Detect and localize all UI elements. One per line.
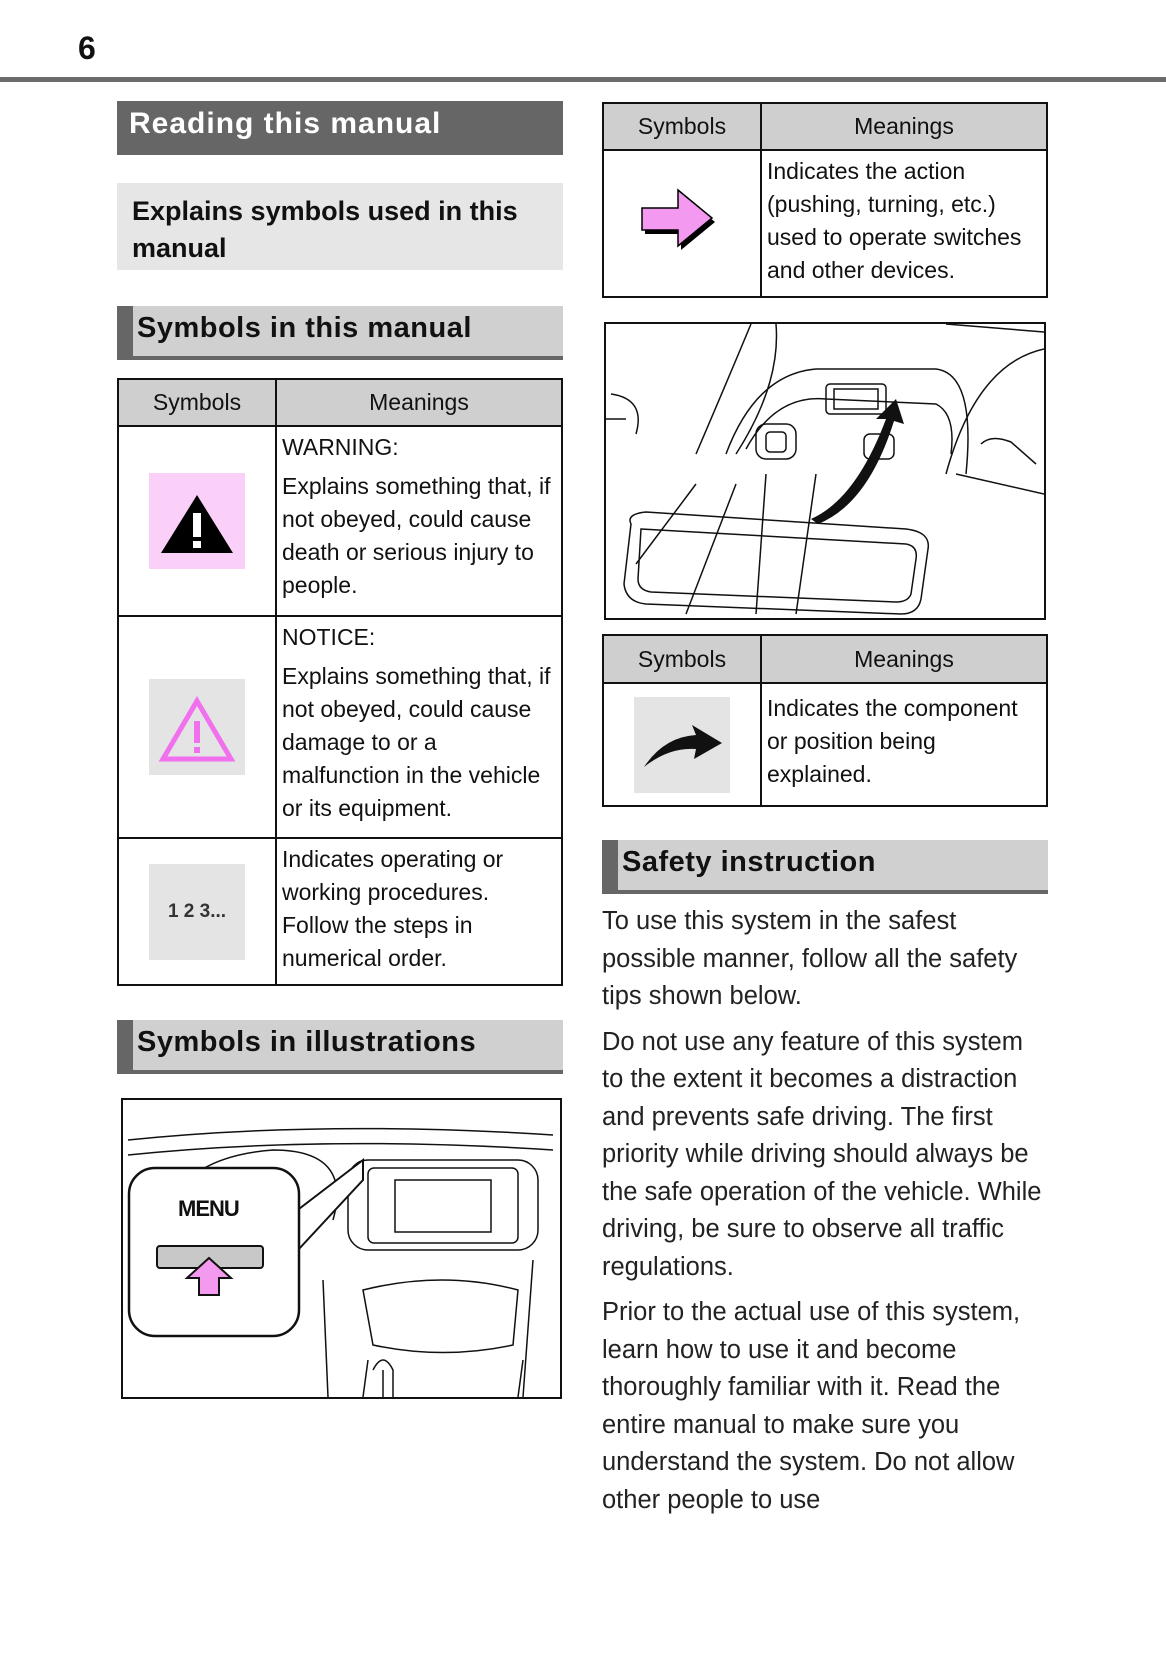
- action-arrow-text: Indicates the action (pushing, turning, etc.) used to operate switches and other devices.: [767, 158, 1022, 283]
- column-header: Meanings: [761, 635, 1047, 683]
- page-number: 6: [78, 30, 96, 66]
- table-row: [603, 683, 1047, 806]
- steps-icon: 1 2 3...: [149, 864, 245, 960]
- column-header: Symbols: [603, 635, 761, 683]
- notice-triangle-icon: [149, 679, 245, 775]
- table-row: [118, 426, 562, 616]
- section-heading-symbols-illustrations: Symbols in illustrations: [117, 1020, 563, 1074]
- warning-label: WARNING:: [282, 434, 399, 460]
- page-title: Reading this manual: [117, 101, 563, 155]
- menu-button-illustration: [121, 1098, 562, 1399]
- warning-triangle-icon: [149, 473, 245, 569]
- column-header: Symbols: [118, 379, 276, 426]
- symbols-table: [117, 378, 563, 986]
- section-heading-symbols-manual: Symbols in this manual: [117, 306, 563, 360]
- overhead-console-illustration: [604, 322, 1046, 620]
- section-heading-safety: Safety instruction: [602, 840, 1048, 894]
- pointer-symbol-table: [602, 634, 1048, 807]
- safety-instructions: [602, 903, 1048, 1527]
- warning-text: Explains something that, if not obeyed, could cause death or serious injury to people.: [282, 473, 551, 598]
- action-symbol-table: [602, 102, 1048, 298]
- pointer-arrow-text: Indicates the component or position being explained.: [767, 695, 1018, 787]
- pointer-arrow-icon: [634, 697, 730, 793]
- page-subtitle: Explains symbols used in this manual: [117, 183, 563, 270]
- notice-text: Explains something that, if not obeyed, could cause damage to or a malfunction in the vehicle or its equipment.: [282, 663, 551, 821]
- notice-label: NOTICE:: [282, 624, 376, 650]
- menu-label: MENU: [178, 1196, 239, 1221]
- table-row: [118, 838, 562, 985]
- steps-text: Indicates operating or working procedures. Follow the steps in numerical order.: [282, 846, 504, 971]
- column-header: Meanings: [761, 103, 1047, 150]
- table-row: [118, 616, 562, 838]
- column-header: Symbols: [603, 103, 761, 150]
- safety-paragraph: Do not use any feature of this system to the extent it becomes a distraction and prevents safe driving. The first priority while driving should always be the safe operation of the vehicle. While driving, be sure to observe all traffic regulations.: [602, 1027, 1042, 1281]
- action-arrow-icon: [637, 235, 727, 261]
- header-rule: [0, 77, 1166, 82]
- safety-paragraph: To use this system in the safest possible manner, follow all the safety tips shown below.: [602, 907, 1018, 1010]
- safety-paragraph: Prior to the actual use of this system, learn how to use it and become thoroughly familiar with it. Read the entire manual to make sure you understand the system. Do not allow other people to use: [602, 1298, 1021, 1514]
- column-header: Meanings: [276, 379, 562, 426]
- table-row: [603, 150, 1047, 297]
